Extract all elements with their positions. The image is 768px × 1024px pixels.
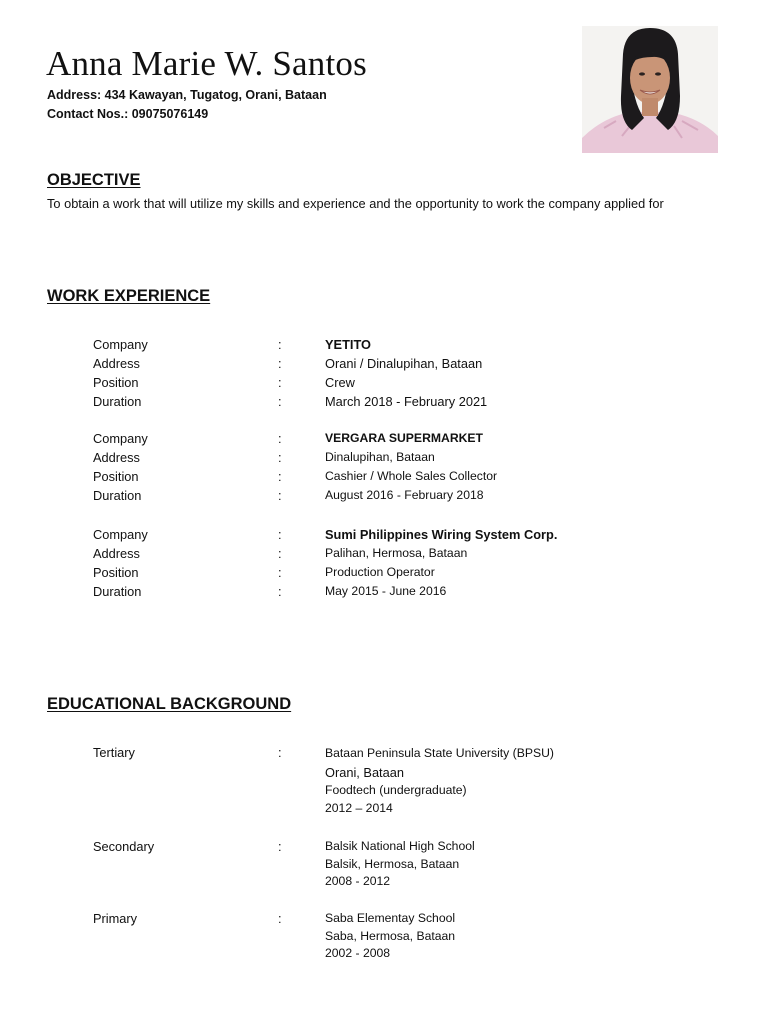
job-position: Cashier / Whole Sales Collector bbox=[325, 469, 498, 483]
company-name: Sumi Philippines Wiring System Corp. bbox=[325, 527, 558, 542]
separator: : bbox=[278, 488, 282, 503]
field-label: Address bbox=[93, 546, 140, 561]
separator: : bbox=[278, 337, 282, 352]
job-duration: March 2018 - February 2021 bbox=[325, 394, 488, 409]
work-experience-heading: WORK EXPERIENCE bbox=[47, 287, 211, 305]
separator: : bbox=[278, 394, 282, 409]
school-name: Bataan Peninsula State University (BPSU) bbox=[325, 746, 554, 760]
detail-row bbox=[0, 527, 768, 546]
field-label: Company bbox=[93, 527, 148, 542]
separator: : bbox=[278, 450, 282, 465]
school-address: Balsik, Hermosa, Bataan bbox=[325, 857, 460, 871]
profile-photo bbox=[582, 26, 718, 153]
field-label: Position bbox=[93, 565, 139, 580]
school-address: Orani, Bataan bbox=[325, 765, 404, 780]
field-label: Company bbox=[93, 431, 148, 446]
job-position: Crew bbox=[325, 375, 355, 390]
school-years: 2008 - 2012 bbox=[325, 874, 391, 888]
separator: : bbox=[278, 565, 282, 580]
objective-text: To obtain a work that will utilize my skills and experience and the opportunity to work the company applied for bbox=[47, 196, 664, 211]
detail-row bbox=[0, 469, 768, 488]
detail-row bbox=[0, 431, 768, 450]
school-years: 2012 – 2014 bbox=[325, 801, 393, 815]
detail-row bbox=[0, 356, 768, 375]
separator: : bbox=[278, 375, 282, 390]
company-address: Orani / Dinalupihan, Bataan bbox=[325, 356, 483, 371]
separator: : bbox=[278, 527, 282, 542]
school-name: Balsik National High School bbox=[325, 839, 475, 853]
address-line: Address: 434 Kawayan, Tugatog, Orani, Bataan bbox=[47, 88, 327, 102]
education-heading: EDUCATIONAL BACKGROUND bbox=[47, 695, 292, 713]
job-duration: May 2015 - June 2016 bbox=[325, 584, 447, 598]
separator: : bbox=[278, 431, 282, 446]
job-duration: August 2016 - February 2018 bbox=[325, 488, 484, 502]
separator: : bbox=[278, 469, 282, 484]
separator: : bbox=[278, 356, 282, 371]
detail-row bbox=[0, 488, 768, 507]
education-level: Tertiary bbox=[93, 745, 135, 760]
company-name: YETITO bbox=[325, 337, 371, 352]
field-label: Duration bbox=[93, 488, 142, 503]
separator: : bbox=[278, 745, 282, 760]
separator: : bbox=[278, 546, 282, 561]
field-label: Address bbox=[93, 450, 140, 465]
detail-row bbox=[0, 565, 768, 584]
education-level: Primary bbox=[93, 911, 138, 926]
detail-row bbox=[0, 337, 768, 356]
field-label: Duration bbox=[93, 584, 142, 599]
objective-heading: OBJECTIVE bbox=[47, 171, 141, 189]
field-label: Address bbox=[93, 356, 140, 371]
separator: : bbox=[278, 911, 282, 926]
field-label: Company bbox=[93, 337, 148, 352]
detail-row bbox=[0, 450, 768, 469]
field-label: Position bbox=[93, 469, 139, 484]
separator: : bbox=[278, 839, 282, 854]
contact-line: Contact Nos.: 09075076149 bbox=[47, 107, 209, 121]
detail-row bbox=[0, 546, 768, 565]
job-position: Production Operator bbox=[325, 565, 435, 579]
school-course: Foodtech (undergraduate) bbox=[325, 783, 467, 797]
applicant-name: Anna Marie W. Santos bbox=[46, 44, 367, 83]
field-label: Duration bbox=[93, 394, 142, 409]
school-years: 2002 - 2008 bbox=[325, 946, 391, 960]
school-address: Saba, Hermosa, Bataan bbox=[325, 929, 456, 943]
company-address: Dinalupihan, Bataan bbox=[325, 450, 435, 464]
detail-row bbox=[0, 394, 768, 413]
school-name: Saba Elementay School bbox=[325, 911, 456, 925]
detail-row bbox=[0, 584, 768, 603]
company-name: VERGARA SUPERMARKET bbox=[325, 431, 483, 445]
company-address: Palihan, Hermosa, Bataan bbox=[325, 546, 468, 560]
detail-row bbox=[0, 375, 768, 394]
separator: : bbox=[278, 584, 282, 599]
field-label: Position bbox=[93, 375, 139, 390]
education-level: Secondary bbox=[93, 839, 155, 854]
